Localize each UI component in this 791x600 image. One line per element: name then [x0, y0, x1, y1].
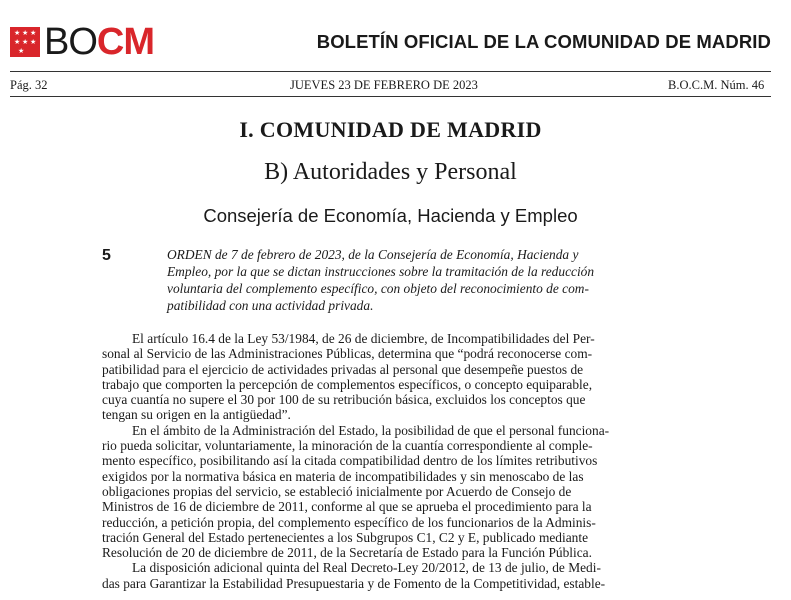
order-line: voluntaria del complemento específico, con objeto del reconocimiento de com- — [167, 281, 589, 296]
body-text — [102, 331, 677, 591]
logo-bo: BO — [44, 21, 97, 63]
body-line: exigidos por la normativa básica en materia de incompatibilidades y sin menoscabo de las — [102, 468, 584, 484]
order-number: 5 — [102, 247, 111, 264]
body-line: obligaciones propias del servicio, se estableció inicialmente por Acuerdo de Consejo de — [102, 483, 572, 499]
body-line: En el ámbito de la Administración del Estado, la posibilidad de que el personal funciona- — [132, 422, 610, 438]
header-rule-bottom — [10, 96, 771, 97]
section-level2-heading: B) Autoridades y Personal — [264, 159, 517, 185]
page-number: Pág. 32 — [10, 78, 48, 92]
body-line: patibilidad para el ejercicio de actividades privadas al personal que desempeñe puestos de — [102, 361, 584, 377]
madrid-flag-icon: ★ ★ ★ ★ ★ ★ ★ — [10, 27, 40, 57]
body-line: Resolución de 20 de diciembre de 2011, de la Secretaría de Estado para la Función Pública. — [102, 545, 592, 561]
publication-date: JUEVES 23 DE FEBRERO DE 2023 — [290, 78, 478, 92]
body-line: trabajo que comporten la percepción de complementos específicos, o concepto equiparable, — [102, 376, 593, 392]
issue-number: B.O.C.M. Núm. 46 — [668, 78, 765, 92]
department-heading: Consejería de Economía, Hacienda y Empleo — [203, 205, 578, 226]
body-line: reducción, a petición propia, del complemento específico de los funcionarios de la Adminis- — [102, 514, 596, 530]
bulletin-title: BOLETÍN OFICIAL DE LA COMUNIDAD DE MADRID — [316, 31, 771, 52]
order-summary — [167, 246, 677, 314]
body-line: mento específico, posibilitando así la citada compatibilidad dentro de los límites retributivos — [102, 453, 598, 469]
bocm-logo — [10, 21, 155, 63]
order-line: Empleo, por la que se dictan instrucciones sobre la tramitación de la reducción — [167, 264, 595, 279]
body-line: Ministros de 16 de diciembre de 2011, conforme al que se aprueba el procedimiento para la — [102, 499, 592, 515]
order-line: patibilidad con una actividad privada. — [167, 298, 374, 313]
body-line: tración General del Estado pertenecientes a los Subgrupos C1, C2 y E, publicado mediante — [102, 529, 589, 545]
body-line: cuya cuantía no supere el 30 por 100 de su retribución básica, excluidos los conceptos que — [102, 392, 586, 408]
body-line: tengan su origen en la antigüedad”. — [102, 407, 291, 423]
body-line: rio pueda solicitar, voluntariamente, la minoración de la cuantía correspondiente al comple- — [102, 438, 593, 454]
body-line: El artículo 16.4 de la Ley 53/1984, de 26 de diciembre, de Incompatibilidades del Per- — [132, 331, 595, 346]
body-line: das para Garantizar la Estabilidad Presupuestaria y de Fomento de la Competitividad, estable- — [102, 575, 606, 591]
body-line: sonal al Servicio de las Administraciones Públicas, determina que “podrá reconocerse com- — [102, 346, 593, 362]
logo-wordmark — [44, 21, 155, 63]
header-rule-top — [10, 71, 771, 72]
logo-cm: CM — [96, 21, 155, 63]
section-level1-heading: I. COMUNIDAD DE MADRID — [239, 117, 542, 142]
body-line: La disposición adicional quinta del Real Decreto-Ley 20/2012, de 13 de julio, de Medi- — [132, 560, 601, 576]
order-line: ORDEN de 7 de febrero de 2023, de la Consejería de Economía, Hacienda y — [167, 247, 579, 262]
